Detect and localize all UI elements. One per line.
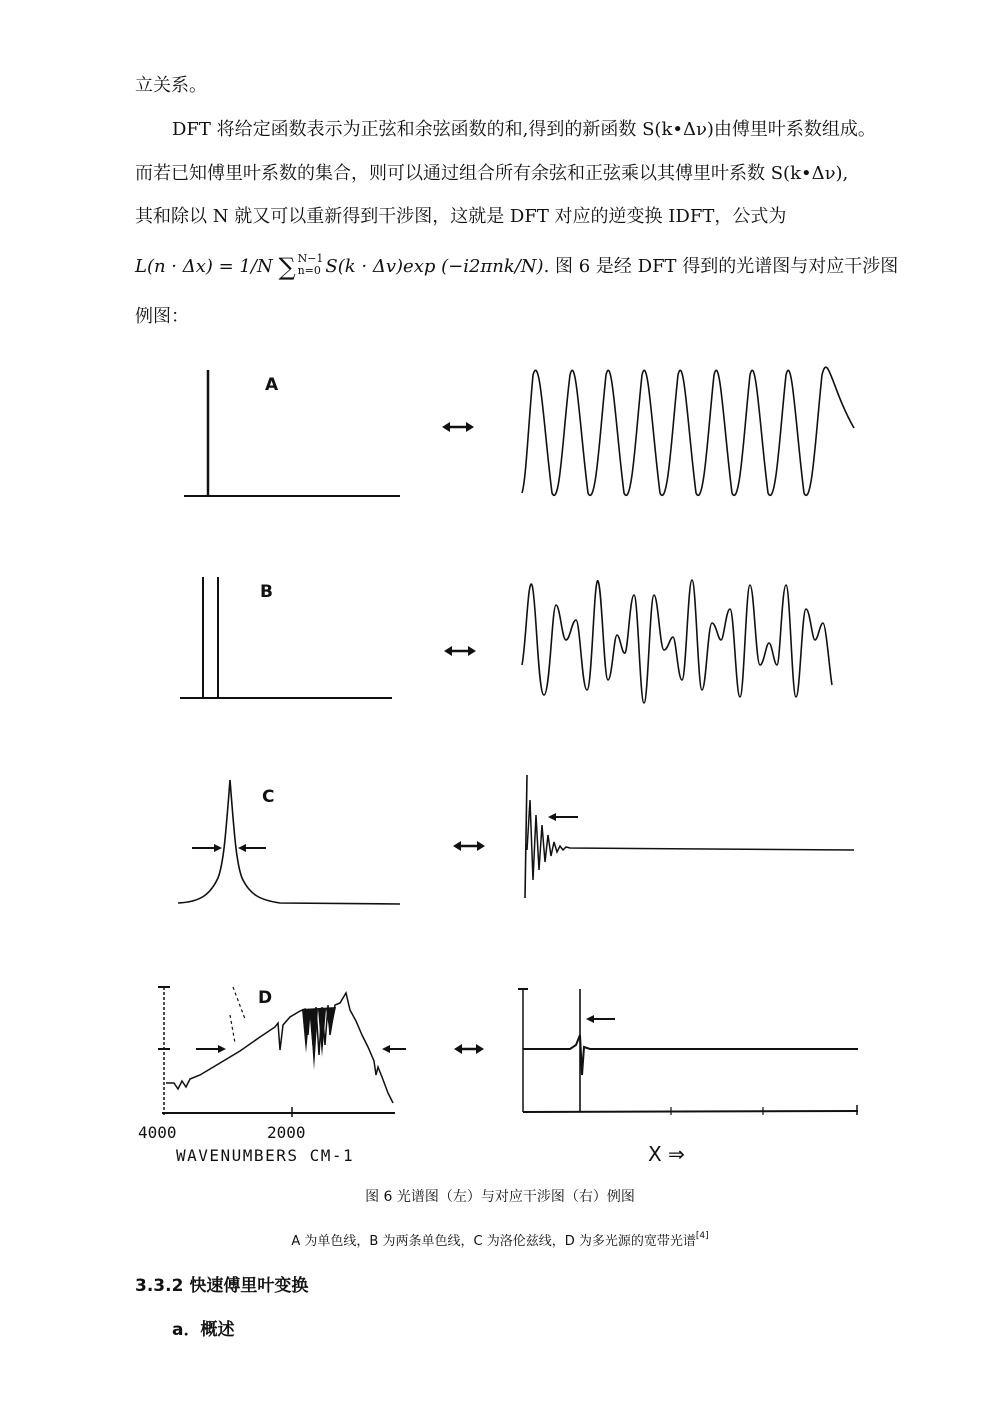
panel-d-label: D <box>258 988 273 1008</box>
left-arrow-icon <box>382 1045 406 1053</box>
figure-panel-d <box>130 975 890 1175</box>
double-arrow-icon <box>444 646 476 656</box>
paragraph-line: DFT 将给定函数表示为正弦和余弦函数的和,得到的新函数 S(k•Δν)由傅里叶系数组成。 <box>172 119 876 140</box>
panel-c-label: C <box>262 787 275 807</box>
subcaption-text: A 为单色线，B 为两条单色线，C 为洛伦兹线，D 为多光源的宽带光谱 <box>291 1234 696 1249</box>
formula-rhs: S(k · Δv)exp (−i2πnk/N) <box>325 256 544 277</box>
sum-lower: n=0 <box>297 264 321 277</box>
tick-label-2000: 2000 <box>267 1123 306 1142</box>
figure-panel-b <box>170 565 870 715</box>
section-heading: 3.3.2 快速傅里叶变换 <box>135 1276 309 1296</box>
absorption-band <box>302 1007 336 1070</box>
idft-formula-line <box>135 252 899 281</box>
left-arrow-icon <box>586 1015 615 1023</box>
reference-marker[interactable]: [4] <box>695 1231 709 1241</box>
panel-b-interferogram <box>522 580 832 703</box>
double-arrow-icon <box>442 422 474 432</box>
sum-upper: N−1 <box>297 252 324 265</box>
panel-c-graphic <box>170 770 870 915</box>
panel-a-label: A <box>265 375 279 395</box>
panel-c-interferogram <box>527 800 854 880</box>
summation-limits <box>298 253 324 277</box>
figure-caption: 图 6 光谱图（左）与对应干涉图（右）例图 <box>365 1189 635 1205</box>
panel-b-graphic <box>170 565 870 715</box>
figure-panel-c <box>170 770 870 915</box>
tick-label-4000: 4000 <box>138 1123 177 1142</box>
panel-a-graphic <box>170 360 870 510</box>
right-arrow-icon <box>196 1045 226 1053</box>
panel-b-label: B <box>260 582 273 602</box>
left-arrow-icon <box>548 813 578 821</box>
formula-lhs: L(n · Δx) = 1/N <box>135 256 273 277</box>
width-arrows-icon <box>192 844 266 852</box>
x-axis-arrow-label: X ⇒ <box>648 1142 685 1166</box>
paragraph-line: 而若已知傅里叶系数的集合，则可以通过组合所有余弦和正弦乘以其傅里叶系数 S(k•Δν), <box>135 163 849 184</box>
subsection-heading: a．概述 <box>172 1320 235 1340</box>
panel-a-interferogram <box>522 367 854 495</box>
figure-panel-a <box>170 360 870 510</box>
paragraph-line: 立关系。 <box>135 75 207 96</box>
summation-symbol: ∑ <box>278 253 296 281</box>
paragraph-line: 其和除以 N 就又可以重新得到干涉图，这就是 DFT 对应的逆变换 IDFT，公式为 <box>135 206 787 227</box>
double-arrow-icon <box>454 1044 484 1054</box>
figure-subcaption <box>0 1230 1000 1249</box>
panel-d-graphic <box>130 975 890 1175</box>
lorentzian-peak <box>178 780 400 904</box>
paragraph-line: 例图： <box>135 306 189 327</box>
panel-d-interferogram <box>523 1035 858 1075</box>
formula-trailing-text: . 图 6 是经 DFT 得到的光谱图与对应干涉图 <box>543 256 899 277</box>
double-arrow-icon <box>453 841 485 851</box>
x-axis-label: WAVENUMBERS CM-1 <box>176 1146 355 1165</box>
